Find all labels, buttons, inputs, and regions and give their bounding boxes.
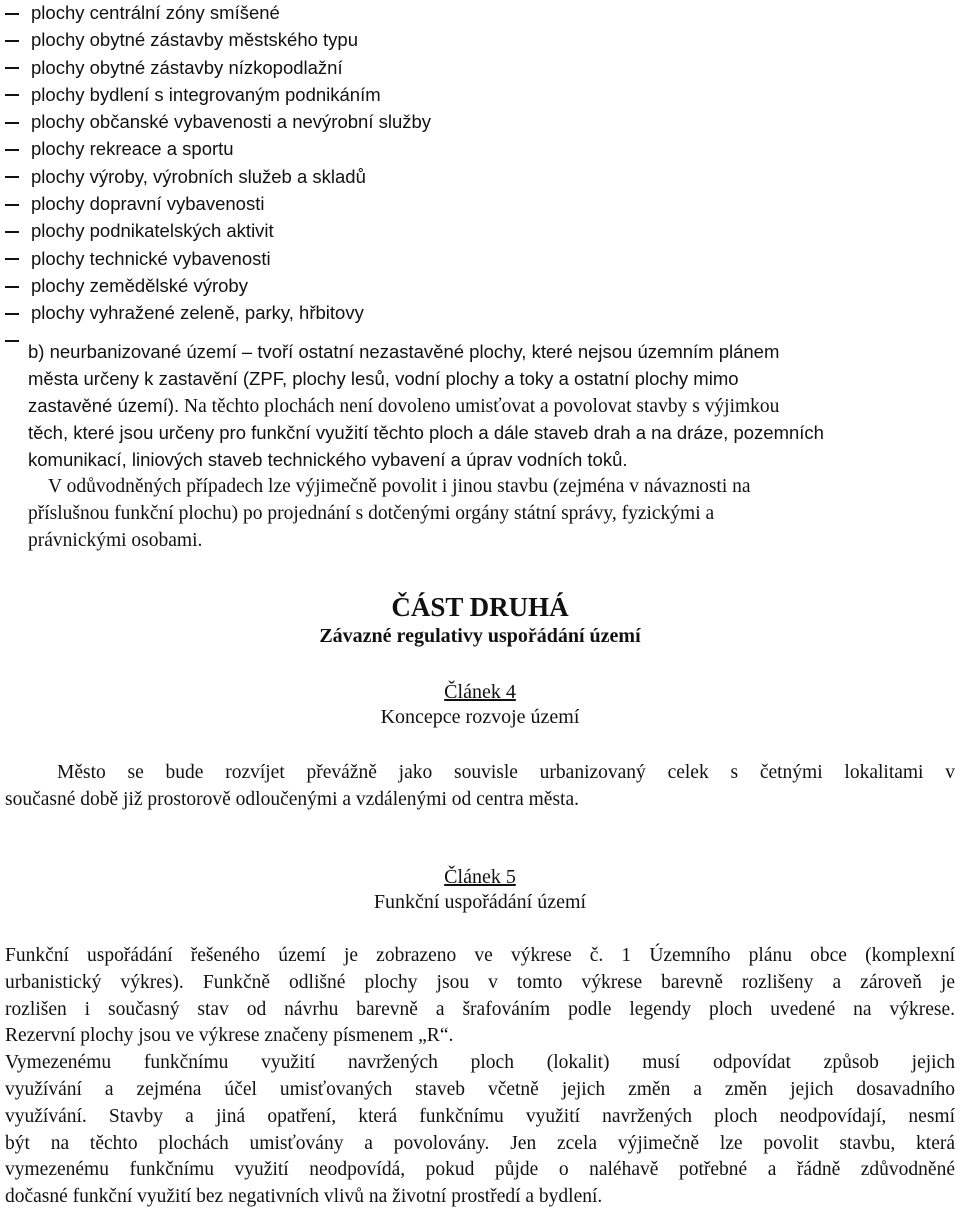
- text-line: využívání a zejména účel umisťovaných staveb včetně jejich změn a změn jejich dosavadního: [5, 1078, 955, 1100]
- list-item: [5, 54, 431, 81]
- text-line: vymezenému funkčnímu využití neodpovídá, pokud půjde o naléhavě potřebné a řádně zdůvodněné: [5, 1159, 955, 1181]
- list-item: [5, 299, 431, 326]
- list-item: [5, 217, 431, 244]
- dash-bullet: [5, 122, 19, 124]
- article-5-heading: Článek 5: [444, 866, 516, 888]
- text-line: Město se bude rozvíjet převážně jako souvisle urbanizovaný celek s četnými lokalitami v: [57, 762, 955, 783]
- text-line: těch, které jsou určeny pro funkční využití těchto ploch a dále staveb drah a na dráze, pozemních: [28, 422, 824, 444]
- text-line: dočasné funkční využití bez negativních vlivů na životní prostředí a bydlení.: [5, 1186, 603, 1208]
- dash-bullet: [5, 231, 19, 233]
- text-line: rozlišen i současný stav od návrhu barevně a šrafováním podle legendy ploch uvedené na výkrese.: [5, 998, 955, 1020]
- text-line: b) neurbanizované území – tvoří ostatní nezastavěné plochy, které nejsou územním plánem: [28, 341, 780, 362]
- dash-bullet: [5, 204, 19, 206]
- list-item: [5, 245, 431, 272]
- list-item: [5, 81, 431, 108]
- list-item-text: plochy dopravní vybavenosti: [31, 193, 265, 215]
- text-line: Rezervní plochy jsou ve výkrese značeny písmenem „R“.: [5, 1025, 454, 1047]
- text-line: města určeny k zastavění (ZPF, plochy lesů, vodní plochy a toky a ostatní plochy mimo: [28, 367, 739, 389]
- dash-bullet: [5, 258, 19, 260]
- dash-bullet: [5, 286, 19, 288]
- list-item-text: plochy obytné zástavby nízkopodlažní: [31, 56, 343, 78]
- list-item-text: plochy podnikatelských aktivit: [31, 220, 274, 242]
- article-5-paragraph: [5, 943, 955, 1211]
- dash-bullet: [5, 13, 19, 15]
- article-5-title: Funkční uspořádání území: [373, 891, 587, 913]
- dash-bullet: [5, 149, 19, 151]
- text-fragment: zastavěné území).: [28, 394, 180, 416]
- list-item: [5, 108, 431, 135]
- dash-bullet: [5, 94, 19, 96]
- list-item-text: plochy bydlení s integrovaným podnikáním: [31, 83, 381, 105]
- list-item-text: plochy výroby, výrobních služeb a skladů: [31, 165, 366, 187]
- text-line: [28, 393, 948, 421]
- text-line: příslušnou funkční plochu) po projednání s dotčenými orgány státní správy, fyzickými a: [28, 502, 715, 524]
- list-item-text: plochy rekreace a sportu: [31, 138, 234, 160]
- list-item: [5, 272, 431, 299]
- dash-bullet: [5, 40, 19, 42]
- text-line: Funkční uspořádání řešeného území je zobrazeno ve výkrese č. 1 Územního plánu obce (komplexní: [5, 945, 955, 966]
- article-4-paragraph: [5, 760, 955, 814]
- list-item: [5, 0, 431, 26]
- land-use-list: [5, 0, 431, 354]
- text-line: využívání. Stavby a jiná opatření, která funkčnímu využití navržených ploch neodpovídají, nesmí: [5, 1105, 955, 1127]
- dash-bullet: [5, 176, 19, 178]
- text-line: právnickými osobami.: [28, 529, 203, 551]
- list-item: [5, 163, 431, 190]
- list-item: [5, 135, 431, 162]
- text-line: Vymezenému funkčnímu využití navržených ploch (lokalit) musí odpovídat způsob jejich: [5, 1052, 955, 1074]
- text-line: komunikací, liniových staveb technického vybavení a úprav vodních toků.: [28, 449, 628, 471]
- dash-bullet: [5, 67, 19, 69]
- text-line: být na těchto plochách umisťovány a povolovány. Jen zcela výjimečně lze povolit stavbu, která: [5, 1132, 955, 1154]
- list-item-text: plochy technické vybavenosti: [31, 247, 271, 269]
- list-item-text: plochy centrální zóny smíšené: [31, 2, 280, 23]
- list-item: [5, 190, 431, 217]
- dash-bullet: [5, 340, 19, 342]
- list-item-text: plochy občanské vybavenosti a nevýrobní služby: [31, 111, 432, 133]
- article-4-title: Koncepce rozvoje území: [380, 706, 580, 728]
- section-b-paragraph: [28, 339, 948, 554]
- list-item-text: plochy zemědělské výroby: [31, 274, 248, 296]
- list-item-text: plochy vyhražené zeleně, parky, hřbitovy: [31, 302, 364, 324]
- article-4-heading: Článek 4: [444, 681, 516, 703]
- part-title: ČÁST DRUHÁ: [391, 592, 569, 622]
- text-line: urbanistický výkres). Funkčně odlišné plochy jsou v tomto výkrese barevně rozlišeny a zároveň je: [5, 971, 955, 993]
- list-item: [5, 26, 431, 53]
- dash-bullet: [5, 313, 19, 315]
- part-subtitle: Závazné regulativy uspořádání území: [319, 625, 641, 647]
- text-line: V odůvodněných případech lze výjimečně povolit i jinou stavbu (zejména v návaznosti na: [48, 475, 751, 497]
- text-line: současné době již prostorově odloučenými a vzdálenými od centra města.: [5, 788, 579, 810]
- list-item-text: plochy obytné zástavby městského typu: [31, 29, 359, 51]
- text-fragment: Na těchto plochách není dovoleno umisťovat a povolovat stavby s výjimkou: [179, 395, 780, 417]
